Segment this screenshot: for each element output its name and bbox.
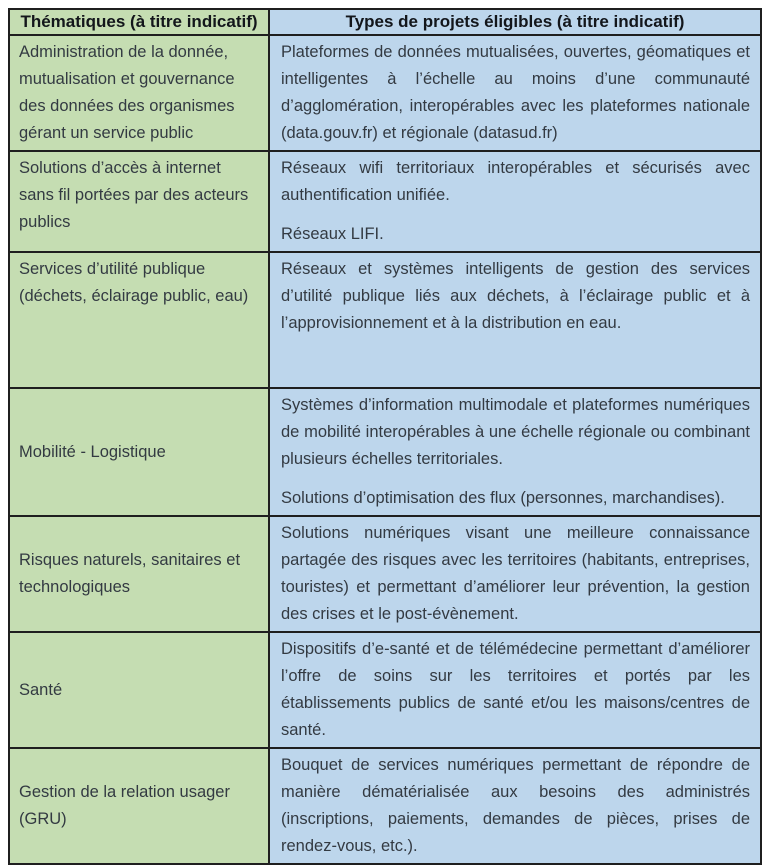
header-thematiques: Thématiques (à titre indicatif) (9, 9, 269, 35)
theme-cell: Risques naturels, sanitaires et technologiques (9, 516, 269, 632)
theme-cell: Santé (9, 632, 269, 748)
table-row (9, 748, 761, 864)
theme-cell: Services d’utilité publique (déchets, éclairage public, eau) (9, 252, 269, 388)
projects-cell (269, 388, 761, 516)
header-row (9, 9, 761, 35)
table-row (9, 35, 761, 151)
project-paragraph: Solutions numériques visant une meilleure connaissance partagée des risques avec les territoires (habitants, entreprises, touristes) et permettant d’améliorer leur prévention, la gestion des crises et le post-évènement. (281, 524, 750, 623)
project-paragraph: Réseaux et systèmes intelligents de gestion des services d’utilité publique liés aux déchets, à l’éclairage public et à l’approvisionnement et à la distribution en eau. (281, 260, 750, 332)
project-paragraph: Bouquet de services numériques permettant de répondre de manière dématérialisée aux besoins des administrés (inscriptions, paiements, demandes de pièces, prises de rendez-vous, etc.). (281, 756, 750, 855)
projects-cell (269, 35, 761, 151)
projects-cell (269, 151, 761, 252)
project-paragraph: Solutions d’optimisation des flux (personnes, marchandises). (281, 489, 725, 507)
table-row (9, 151, 761, 252)
project-paragraph: Réseaux wifi territoriaux interopérables et sécurisés avec authentification unifiée. (281, 159, 750, 204)
projects-cell (269, 748, 761, 864)
theme-cell: Mobilité - Logistique (9, 388, 269, 516)
project-paragraph: Réseaux LIFI. (281, 225, 384, 243)
eligible-projects-table (8, 8, 762, 865)
theme-cell: Solutions d’accès à internet sans fil portées par des acteurs publics (9, 151, 269, 252)
project-paragraph: Systèmes d’information multimodale et plateformes numériques de mobilité interopérables à une échelle régionale ou combinant plusieurs échelles territoriales. (281, 396, 750, 468)
table-row (9, 252, 761, 388)
header-types-projets: Types de projets éligibles (à titre indicatif) (269, 9, 761, 35)
project-paragraph: Dispositifs d’e-santé et de télémédecine permettant d’améliorer l’offre de soins sur les territoires et portés par les établissements publics de santé et/ou les maisons/centres de santé. (281, 640, 750, 739)
project-paragraph: Plateformes de données mutualisées, ouvertes, géomatiques et intelligentes à l’échelle au moins d’une communauté d’agglomération, interopérables avec les plateformes nationale (data.gouv.fr) et régionale (datasud.fr) (281, 43, 750, 142)
theme-cell: Gestion de la relation usager (GRU) (9, 748, 269, 864)
table-row (9, 388, 761, 516)
table-row (9, 632, 761, 748)
projects-cell (269, 632, 761, 748)
projects-cell (269, 516, 761, 632)
theme-cell: Administration de la donnée, mutualisation et gouvernance des données des organismes gérant un service public (9, 35, 269, 151)
projects-cell (269, 252, 761, 388)
table-row (9, 516, 761, 632)
